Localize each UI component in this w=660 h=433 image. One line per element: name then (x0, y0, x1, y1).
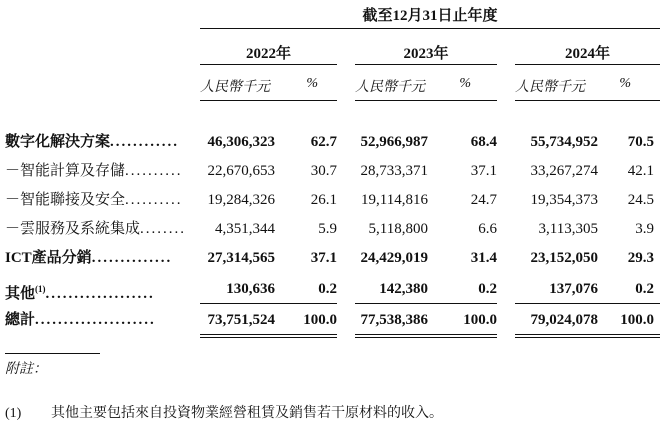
table-row-ict-distribution (0, 246, 660, 270)
value-2022-pct: 5.9 (318, 221, 337, 237)
value-2022-amount: 27,314,565 (207, 250, 275, 266)
value-2022-amount: 130,636 (226, 281, 275, 297)
value-2023-amount: 52,966,987 (360, 134, 428, 150)
year-header-2024: 2024年 (564, 46, 610, 62)
value-2023-pct: 6.6 (478, 221, 497, 237)
unit-header-2024: 人民幣千元 (515, 80, 585, 95)
year-underline-2022 (200, 64, 337, 65)
period-underline (200, 28, 660, 29)
value-2023-pct: 31.4 (470, 250, 497, 266)
row-label: ICT產品分銷.............. (5, 250, 173, 266)
value-2023-amount: 24,429,019 (360, 250, 428, 266)
unit-underline-2023 (355, 100, 497, 101)
value-2022-pct: 100.0 (303, 312, 337, 328)
value-2022-amount: 19,284,326 (207, 192, 275, 208)
table-row-cloud-integration (0, 217, 660, 241)
value-2023-pct: 100.0 (463, 312, 497, 328)
value-2023-amount: 142,380 (379, 281, 428, 297)
value-2024-amount: 3,113,305 (538, 221, 598, 237)
row-label: －智能計算及存儲.......... (5, 163, 183, 179)
total-double-rule-2022-b (200, 337, 337, 338)
subtotal-rule-2024 (515, 303, 660, 304)
row-label: 其他$^{(1)}$................... (5, 284, 155, 302)
unit-header-2022: 人民幣千元 (200, 80, 270, 95)
year-header-2023: 2023年 (403, 46, 449, 62)
total-double-rule-2023-a (355, 334, 497, 335)
value-2024-amount: 55,734,952 (530, 134, 598, 150)
year-underline-2023 (355, 64, 497, 65)
row-label: 總計..................... (5, 312, 156, 328)
total-double-rule-2024-b (515, 337, 660, 338)
total-double-rule-2022-a (200, 334, 337, 335)
value-2023-pct: 68.4 (470, 134, 497, 150)
table-row-digital-solutions (0, 130, 660, 154)
value-2023-amount: 28,733,371 (360, 163, 428, 179)
value-2022-pct: 0.2 (318, 281, 337, 297)
value-2023-pct: 0.2 (478, 281, 497, 297)
table-row-others (0, 277, 660, 301)
value-2023-amount: 19,114,816 (361, 192, 428, 208)
unit-underline-2024 (515, 100, 660, 101)
period-header: 截至12月31日止年度 (362, 8, 498, 24)
footnote-text: 其他主要包括來自投資物業經營租賃及銷售若干原材料的收入。 (51, 406, 443, 421)
value-2022-amount: 73,751,524 (207, 312, 275, 328)
value-2023-pct: 37.1 (470, 163, 497, 179)
row-label: 數字化解決方案............ (5, 134, 180, 150)
table-row-total (0, 308, 660, 332)
value-2023-amount: 5,118,800 (368, 221, 428, 237)
value-2024-pct: 100.0 (620, 312, 654, 328)
value-2022-amount: 4,351,344 (215, 221, 275, 237)
value-2024-pct: 29.3 (627, 250, 654, 266)
value-2022-amount: 46,306,323 (207, 134, 275, 150)
unit-header-2023: 人民幣千元 (355, 80, 425, 95)
footnote-marker: (1) (35, 284, 46, 294)
value-2022-pct: 62.7 (310, 134, 337, 150)
value-2022-pct: 26.1 (310, 192, 337, 208)
table-row-connectivity-security (0, 188, 660, 212)
year-header-2022: 2022年 (245, 46, 291, 62)
value-2024-pct: 42.1 (627, 163, 654, 179)
total-double-rule-2023-b (355, 337, 497, 338)
footnote-1 (5, 402, 443, 422)
value-2022-pct: 30.7 (310, 163, 337, 179)
value-2023-pct: 24.7 (470, 192, 497, 208)
pct-header-2023: % (459, 76, 471, 91)
value-2024-pct: 3.9 (635, 221, 654, 237)
table-row-computing-storage (0, 159, 660, 183)
value-2024-amount: 19,354,373 (530, 192, 598, 208)
pct-header-2022: % (306, 76, 318, 91)
subtotal-rule-2022 (200, 303, 337, 304)
total-double-rule-2024-a (515, 334, 660, 335)
value-2024-pct: 70.5 (627, 134, 654, 150)
footnote-number: (1) (5, 406, 22, 421)
value-2024-amount: 79,024,078 (530, 312, 598, 328)
value-2023-amount: 77,538,386 (360, 312, 428, 328)
value-2024-pct: 24.5 (627, 192, 654, 208)
row-label: －智能聯接及安全.......... (5, 192, 183, 208)
unit-underline-2022 (200, 100, 337, 101)
year-underline-2024 (515, 64, 660, 65)
notes-separator (5, 353, 100, 354)
value-2022-pct: 37.1 (310, 250, 337, 266)
value-2024-amount: 33,267,274 (530, 163, 598, 179)
pct-header-2024: % (619, 76, 631, 91)
row-label: －雲服務及系統集成........ (5, 221, 187, 237)
notes-heading: 附註： (5, 362, 47, 377)
value-2024-amount: 23,152,050 (530, 250, 598, 266)
value-2022-amount: 22,670,653 (207, 163, 275, 179)
value-2024-pct: 0.2 (635, 281, 654, 297)
subtotal-rule-2023 (355, 303, 497, 304)
value-2024-amount: 137,076 (549, 281, 598, 297)
